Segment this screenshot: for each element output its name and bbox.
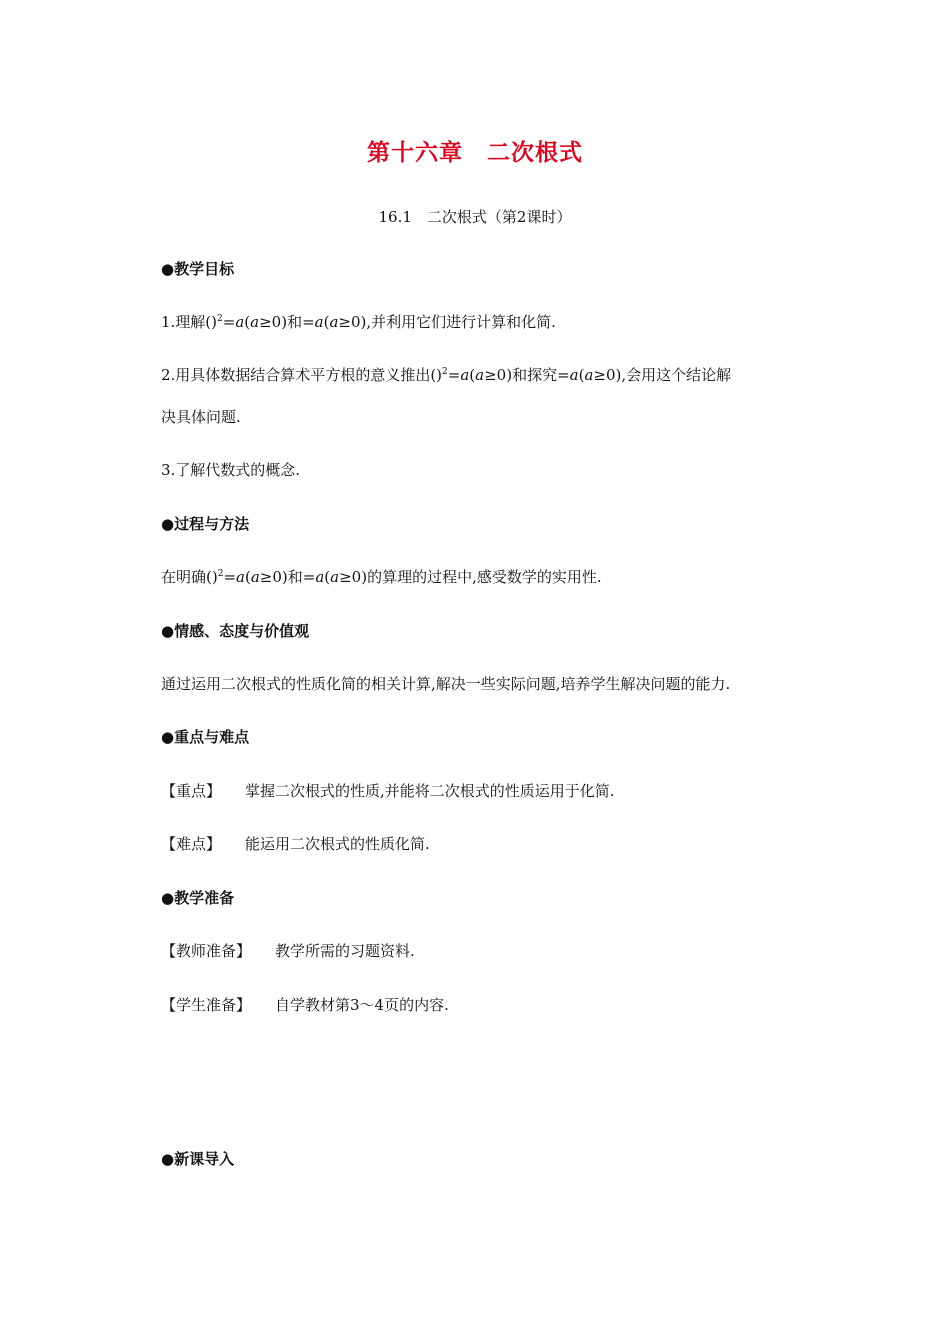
text-run: ( — [578, 366, 585, 384]
variable: a — [315, 568, 325, 586]
key-point-text: 掌握二次根式的性质,并能将二次根式的性质运用于化简. — [245, 782, 615, 800]
process-text — [161, 566, 602, 587]
student-prep-text: 自学教材第3～4页的内容. — [275, 996, 449, 1014]
text-run: 在明确() — [161, 568, 218, 586]
variable: a — [569, 366, 579, 384]
variable: a — [235, 313, 245, 331]
variable: a — [330, 568, 340, 586]
text-run: ≥0),并利用它们进行计算和化简. — [338, 313, 556, 331]
text-run: ( — [323, 313, 330, 331]
teacher-prep-label: 【教师准备】 — [161, 942, 252, 960]
intro-heading: ●新课导入 — [161, 1150, 235, 1168]
text-run: = — [223, 568, 237, 586]
text-run: ( — [244, 313, 251, 331]
emotion-text: 通过运用二次根式的性质化简的相关计算,解决一些实际问题,培养学生解决问题的能力. — [161, 675, 731, 693]
text-run: ≥0)的算理的过程中,感受数学的实用性. — [339, 568, 602, 586]
objective-2-line-1 — [161, 364, 731, 385]
text-run: ≥0)和= — [259, 313, 315, 331]
text-run: ≥0)和= — [259, 568, 316, 586]
superscript: 2 — [442, 367, 448, 377]
chapter-title: 第十六章 二次根式 — [367, 140, 583, 166]
objective-2-line-2: 决具体问题. — [161, 408, 241, 426]
variable: a — [584, 366, 594, 384]
teacher-prep-line — [161, 940, 415, 961]
key-difficulty-heading: ●重点与难点 — [161, 728, 250, 746]
text-run: ≥0),会用这个结论解 — [593, 366, 732, 384]
student-prep-line — [161, 994, 449, 1015]
text-run: ( — [469, 366, 476, 384]
text-run: ( — [324, 568, 331, 586]
text-run: ≥0)和探究= — [484, 366, 570, 384]
superscript: 2 — [217, 314, 223, 324]
superscript: 2 — [217, 569, 224, 579]
variable: a — [236, 568, 245, 586]
key-point-label: 【重点】 — [161, 782, 222, 800]
objectives-heading: ●教学目标 — [161, 260, 235, 278]
difficulty-text: 能运用二次根式的性质化简. — [245, 835, 430, 853]
emotion-heading: ●情感、态度与价值观 — [161, 622, 310, 640]
difficulty-line — [161, 833, 430, 854]
variable: a — [475, 366, 485, 384]
text-run: ( — [244, 568, 251, 586]
variable: a — [314, 313, 324, 331]
preparation-heading: ●教学准备 — [161, 889, 235, 907]
process-heading: ●过程与方法 — [161, 515, 250, 533]
text-run: 1.理解() — [161, 313, 218, 331]
student-prep-label: 【学生准备】 — [161, 996, 252, 1014]
variable: a — [250, 568, 260, 586]
objective-3: 3.了解代数式的概念. — [161, 461, 301, 479]
variable: a — [329, 313, 339, 331]
text-run: 2.用具体数据结合算术平方根的意义推出() — [161, 366, 443, 384]
variable: a — [250, 313, 260, 331]
text-run: = — [222, 313, 236, 331]
difficulty-label: 【难点】 — [161, 835, 222, 853]
variable: a — [460, 366, 470, 384]
lesson-subtitle: 16.1 二次根式（第2课时） — [378, 208, 572, 226]
objective-1 — [161, 311, 556, 332]
text-run: = — [447, 366, 461, 384]
teacher-prep-text: 教学所需的习题资料. — [275, 942, 415, 960]
key-point-line — [161, 780, 615, 801]
